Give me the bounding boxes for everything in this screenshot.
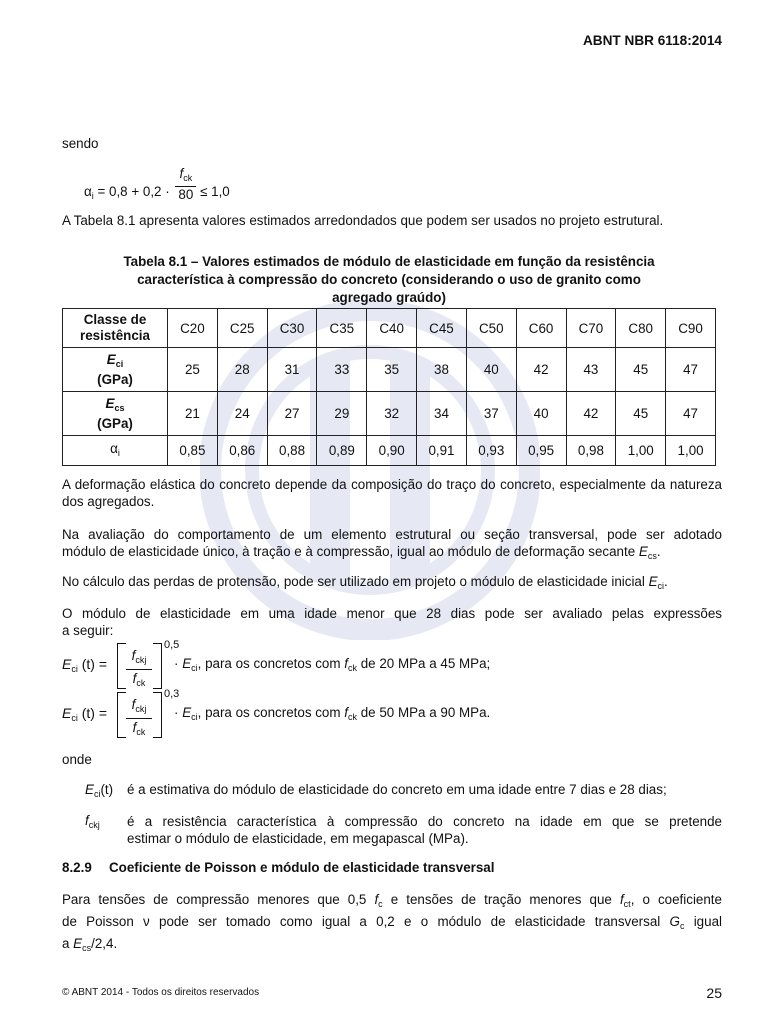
row-label-alpha: $\alpha_i$: [63, 436, 168, 466]
class-cell: C80: [616, 309, 666, 348]
value-cell: 25: [168, 348, 218, 392]
row-label-eci: $E_{ci}$ (GPa): [63, 348, 168, 392]
value-cell: 0,85: [168, 436, 218, 466]
header-class-cell: Classe de resistência: [63, 309, 168, 348]
class-cell: C35: [317, 309, 367, 348]
value-cell: 0,91: [417, 436, 467, 466]
table-caption: Tabela 8.1 – Valores estimados de módulo de elasticidade em função da resistência característica à compressão do concreto (considerando o uso de granito como agregado graúdo): [123, 254, 655, 305]
value-cell: 47: [666, 348, 716, 392]
footer-copyright: © ABNT 2014 - Todos os direitos reservados: [62, 987, 260, 998]
value-cell: 27: [267, 392, 317, 436]
section-number: 8.2.9: [62, 860, 92, 875]
value-cell: 1,00: [616, 436, 666, 466]
value-cell: 0,89: [317, 436, 367, 466]
value-cell: 0,95: [516, 436, 566, 466]
value-cell: 47: [666, 392, 716, 436]
value-cell: 33: [317, 348, 367, 392]
table-row-alpha: [63, 436, 716, 466]
value-cell: 45: [616, 392, 666, 436]
class-cell: C30: [267, 309, 317, 348]
class-cell: C60: [516, 309, 566, 348]
value-cell: 29: [317, 392, 367, 436]
sendo-text: sendo: [62, 136, 99, 151]
value-cell: 0,90: [367, 436, 417, 466]
class-cell: C70: [566, 309, 616, 348]
paragraph-prestress: No cálculo das perdas de protensão, pode ser utilizado em projeto o módulo de elasticidade inicial $E_{ci}$.: [62, 574, 668, 591]
value-cell: 0,93: [466, 436, 516, 466]
value-cell: 40: [466, 348, 516, 392]
section-title: Coeficiente de Poisson e módulo de elasticidade transversal: [109, 860, 495, 875]
value-cell: 37: [466, 392, 516, 436]
value-cell: 31: [267, 348, 317, 392]
class-cell: C25: [217, 309, 267, 348]
value-cell: 35: [367, 348, 417, 392]
formula-eci-low: $E_{ci}$ (t) = $f_{ckj}$ $f_{ck}$ 0,5 · $E_{ci}$, para os concretos com $f_{ck}$ de 20 MPa a 45 MPa;: [62, 639, 491, 688]
onde-text: onde: [62, 752, 92, 767]
table-intro-text: A Tabela 8.1 apresenta valores estimados arredondados que podem ser usados no projeto estrutural.: [62, 213, 664, 228]
value-cell: 42: [516, 348, 566, 392]
value-cell: 34: [417, 392, 467, 436]
value-cell: 21: [168, 392, 218, 436]
class-cell: C40: [367, 309, 417, 348]
class-cell: C45: [417, 309, 467, 348]
elasticity-table: [62, 308, 716, 466]
def-eci-term: $E_{ci}(t)$: [85, 782, 114, 799]
value-cell: 0,98: [566, 436, 616, 466]
class-cell: C50: [466, 309, 516, 348]
paragraph-deformation: A deformação elástica do concreto depende da composição do traço do concreto, especialmente da natureza dos agregados.: [62, 477, 722, 509]
paragraph-poisson: Para tensões de compressão menores que 0,5 $f_c$ e tensões de tração menores que $f_{ct}$, o coeficiente de Poisson ν pode ser tomado como igual a 0,2 e o módulo de elasticidade transversal $G_c$ igual a $E_{cs}/2,4$.: [62, 892, 722, 953]
table-header-row: [63, 309, 716, 348]
value-cell: 32: [367, 392, 417, 436]
value-cell: 38: [417, 348, 467, 392]
value-cell: 45: [616, 348, 666, 392]
value-cell: 0,88: [267, 436, 317, 466]
value-cell: 0,86: [217, 436, 267, 466]
page-number: 25: [706, 985, 722, 1001]
value-cell: 42: [566, 392, 616, 436]
row-label-ecs: $E_{cs}$ (GPa): [63, 392, 168, 436]
class-cell: C90: [666, 309, 716, 348]
table-row-ecs: [63, 392, 716, 436]
table-row-eci: [63, 348, 716, 392]
header-standard: ABNT NBR 6118:2014: [582, 33, 722, 48]
value-cell: 43: [566, 348, 616, 392]
def-fckj-text: é a resistência característica à compressão do concreto na idade em que se pretende estimar o módulo de elasticidade, em megapascal (MPa).: [127, 814, 722, 846]
value-cell: 1,00: [666, 436, 716, 466]
value-cell: 40: [516, 392, 566, 436]
def-fckj-term: $f_{ckj}$: [85, 813, 100, 830]
paragraph-age: O módulo de elasticidade em uma idade menor que 28 dias pode ser avaliado pelas expressões a seguir:: [62, 606, 722, 638]
class-cell: C20: [168, 309, 218, 348]
formula-eci-high: $E_{ci}$ (t) = $f_{ckj}$ $f_{ck}$ 0,3 · $E_{ci}$, para os concretos com $f_{ck}$ de 50 MPa a 90 MPa.: [62, 688, 491, 737]
paragraph-evaluation: Na avaliação do comportamento de um elemento estrutural ou seção transversal, pode ser adotado módulo de elasticidade único, à tração e à compressão, igual ao módulo de deformação secante $E_{cs}$.: [62, 527, 722, 561]
alpha-formula: $\alpha_i = 0,8 + 0,2$ · $\frac{f_{ck}}{80}$ ≤ 1,0: [84, 166, 230, 202]
value-cell: 24: [217, 392, 267, 436]
def-eci-text: é a estimativa do módulo de elasticidade do concreto em uma idade entre 7 dias e 28 dias;: [127, 782, 667, 797]
value-cell: 28: [217, 348, 267, 392]
